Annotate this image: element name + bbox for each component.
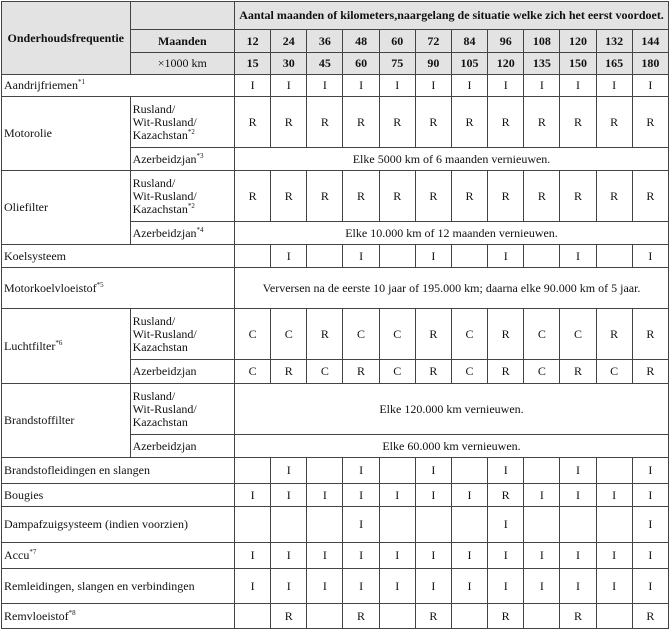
month-header: 132	[596, 30, 632, 53]
item-name: Dampafzuigsysteem (indien voorzien)	[2, 507, 235, 543]
km-header: 15	[235, 53, 271, 75]
interval-cell: I	[560, 543, 596, 569]
table-row	[2, 484, 669, 507]
region-label: Azerbeidzjan$^{*4}$	[130, 222, 234, 245]
km-header: 75	[379, 53, 415, 75]
km-header: 180	[632, 53, 668, 75]
interval-cell: R	[415, 171, 451, 222]
interval-cell	[415, 507, 451, 543]
interval-cell: I	[560, 569, 596, 604]
interval-cell: I	[271, 458, 307, 484]
interval-cell: R	[343, 171, 379, 222]
month-header: 60	[379, 30, 415, 53]
interval-cell: R	[235, 97, 271, 148]
interval-cell: I	[488, 543, 524, 569]
interval-cell: I	[451, 569, 487, 604]
interval-cell: I	[524, 569, 560, 604]
interval-cell: R	[343, 604, 379, 629]
table-row	[2, 75, 669, 97]
interval-cell: I	[235, 569, 271, 604]
interval-cell: I	[596, 543, 632, 569]
interval-note: Elke 120.000 km vernieuwen.	[235, 384, 669, 435]
interval-cell: C	[235, 360, 271, 384]
interval-cell: R	[632, 97, 668, 148]
interval-cell: C	[235, 309, 271, 360]
item-name: Motorkoelvloeistof$^{*5}$	[2, 268, 235, 309]
interval-cell: I	[271, 569, 307, 604]
table-row	[2, 245, 669, 268]
km-header: 135	[524, 53, 560, 75]
month-header: 120	[560, 30, 596, 53]
km-header: 60	[343, 53, 379, 75]
interval-cell: I	[596, 75, 632, 97]
interval-cell: R	[596, 171, 632, 222]
table-header	[2, 2, 669, 75]
interval-cell: R	[307, 309, 343, 360]
interval-cell: R	[560, 604, 596, 629]
interval-cell: I	[271, 245, 307, 268]
interval-cell: I	[524, 75, 560, 97]
table-row	[2, 543, 669, 569]
interval-cell: C	[307, 360, 343, 384]
item-name: Oliefilter	[2, 171, 131, 245]
interval-cell	[235, 604, 271, 629]
table-row	[2, 171, 669, 222]
region-label: Azerbeidzjan$^{*3}$	[130, 148, 234, 171]
interval-cell	[560, 507, 596, 543]
table-row	[2, 309, 669, 360]
interval-cell: R	[524, 97, 560, 148]
interval-cell: R	[235, 171, 271, 222]
interval-cell: I	[451, 543, 487, 569]
table-row	[2, 569, 669, 604]
month-header: 48	[343, 30, 379, 53]
interval-cell: R	[271, 604, 307, 629]
interval-cell: I	[271, 75, 307, 97]
interval-cell: I	[632, 458, 668, 484]
item-name: Luchtfilter$^{*6}$	[2, 309, 131, 384]
table-row	[2, 458, 669, 484]
interval-cell: R	[271, 360, 307, 384]
interval-cell: I	[632, 75, 668, 97]
item-name: Brandstoffilter	[2, 384, 131, 458]
item-name: Bougies	[2, 484, 235, 507]
interval-cell	[524, 604, 560, 629]
interval-cell: I	[415, 569, 451, 604]
footnote-marker: *1	[77, 78, 85, 86]
region-label: Rusland/ Wit-Rusland/ Kazachstan$^{*2}$	[130, 171, 234, 222]
interval-cell: R	[632, 171, 668, 222]
table-row	[2, 507, 669, 543]
interval-cell: I	[343, 458, 379, 484]
interval-cell: R	[560, 360, 596, 384]
interval-note: Elke 5000 km of 6 maanden vernieuwen.	[235, 148, 669, 171]
km-header: 45	[307, 53, 343, 75]
km-header: 30	[271, 53, 307, 75]
interval-cell: R	[451, 171, 487, 222]
maintenance-schedule-table	[1, 1, 669, 629]
item-name: Motorolie	[2, 97, 131, 171]
interval-cell: I	[235, 543, 271, 569]
interval-cell: I	[488, 507, 524, 543]
interval-cell: I	[343, 484, 379, 507]
interval-cell: R	[632, 360, 668, 384]
interval-cell: I	[451, 75, 487, 97]
interval-cell: I	[488, 569, 524, 604]
month-header: 72	[415, 30, 451, 53]
interval-cell: I	[415, 458, 451, 484]
interval-note: Elke 60.000 km vernieuwen.	[235, 435, 669, 458]
table-row	[2, 268, 669, 309]
interval-cell: R	[632, 604, 668, 629]
interval-cell: R	[271, 97, 307, 148]
footnote-marker: *8	[68, 608, 76, 617]
interval-cell: C	[596, 360, 632, 384]
interval-cell: I	[235, 75, 271, 97]
months-label: Maanden	[130, 30, 234, 53]
interval-cell	[524, 458, 560, 484]
km-header: 105	[451, 53, 487, 75]
interval-cell: I	[343, 543, 379, 569]
item-name: Brandstofleidingen en slangen	[2, 458, 235, 484]
interval-cell: R	[415, 309, 451, 360]
interval-cell: R	[307, 97, 343, 148]
interval-cell	[596, 458, 632, 484]
interval-cell: R	[415, 604, 451, 629]
interval-cell: R	[415, 360, 451, 384]
km-label: ×1000 km	[130, 53, 234, 75]
footnote-marker: *2	[187, 127, 195, 136]
interval-cell: I	[560, 245, 596, 268]
interval-cell: R	[379, 97, 415, 148]
month-header: 12	[235, 30, 271, 53]
interval-cell: I	[632, 569, 668, 604]
interval-cell: R	[488, 484, 524, 507]
header-row-title	[2, 2, 669, 30]
month-header: 84	[451, 30, 487, 53]
interval-cell: C	[560, 309, 596, 360]
interval-cell: C	[524, 360, 560, 384]
interval-cell: C	[524, 309, 560, 360]
interval-cell: I	[560, 75, 596, 97]
interval-cell: I	[632, 484, 668, 507]
km-header: 150	[560, 53, 596, 75]
region-label: Rusland/ Wit-Rusland/ Kazachstan	[130, 309, 234, 360]
interval-cell: I	[415, 484, 451, 507]
interval-cell: I	[451, 484, 487, 507]
km-header: 90	[415, 53, 451, 75]
interval-cell: I	[307, 75, 343, 97]
interval-cell: I	[488, 245, 524, 268]
item-name: Remleidingen, slangen en verbindingen	[2, 569, 235, 604]
interval-cell: R	[488, 604, 524, 629]
interval-cell	[451, 245, 487, 268]
interval-note: Elke 10.000 km of 12 maanden vernieuwen.	[235, 222, 669, 245]
region-label: Rusland/ Wit-Rusland/ Kazachstan$^{*2}$	[130, 97, 234, 148]
item-name: Accu$^{*7}$	[2, 543, 235, 569]
interval-cell	[379, 245, 415, 268]
interval-cell: I	[379, 484, 415, 507]
interval-cell: I	[632, 245, 668, 268]
interval-cell: I	[488, 458, 524, 484]
month-header: 36	[307, 30, 343, 53]
item-name: Koelsysteem	[2, 245, 235, 268]
interval-cell: I	[488, 75, 524, 97]
interval-cell: R	[379, 171, 415, 222]
interval-cell	[596, 507, 632, 543]
interval-cell	[379, 604, 415, 629]
table-row	[2, 384, 669, 435]
interval-cell: R	[415, 97, 451, 148]
footnote-marker: *5	[96, 280, 104, 289]
interval-cell	[307, 245, 343, 268]
interval-cell	[451, 604, 487, 629]
region-label: Azerbeidzjan	[130, 360, 234, 384]
header-spacer	[130, 2, 234, 30]
interval-cell: R	[596, 97, 632, 148]
table-row	[2, 97, 669, 148]
interval-cell	[524, 245, 560, 268]
interval-cell	[451, 458, 487, 484]
interval-cell: I	[379, 569, 415, 604]
interval-cell: R	[343, 97, 379, 148]
interval-cell: I	[343, 245, 379, 268]
interval-cell: R	[524, 171, 560, 222]
km-header: 120	[488, 53, 524, 75]
interval-cell: I	[343, 569, 379, 604]
interval-cell: I	[632, 507, 668, 543]
interval-cell	[596, 604, 632, 629]
region-label: Rusland/ Wit-Rusland/ Kazachstan	[130, 384, 234, 435]
km-header: 165	[596, 53, 632, 75]
interval-cell	[379, 507, 415, 543]
interval-cell	[451, 507, 487, 543]
interval-note: Verversen na de eerste 10 jaar of 195.000 km; daarna elke 90.000 km of 5 jaar.	[235, 268, 669, 309]
month-header: 108	[524, 30, 560, 53]
interval-cell: R	[488, 360, 524, 384]
month-header: 24	[271, 30, 307, 53]
interval-cell: R	[596, 309, 632, 360]
interval-cell	[379, 458, 415, 484]
interval-cell: C	[271, 309, 307, 360]
interval-cell: I	[560, 484, 596, 507]
interval-cell: I	[379, 75, 415, 97]
interval-cell: I	[596, 569, 632, 604]
interval-cell	[524, 507, 560, 543]
interval-cell: I	[271, 484, 307, 507]
interval-cell: I	[271, 543, 307, 569]
interval-cell	[307, 604, 343, 629]
month-header: 144	[632, 30, 668, 53]
interval-cell: R	[271, 171, 307, 222]
interval-cell: C	[451, 360, 487, 384]
interval-cell: I	[415, 245, 451, 268]
interval-cell: I	[307, 543, 343, 569]
footnote-marker: *7	[29, 548, 37, 556]
interval-cell	[596, 245, 632, 268]
interval-cell: I	[596, 484, 632, 507]
interval-cell: R	[488, 309, 524, 360]
month-header: 96	[488, 30, 524, 53]
table-body	[2, 75, 669, 629]
footnote-marker: *6	[55, 338, 63, 347]
interval-cell: R	[560, 97, 596, 148]
interval-cell: I	[343, 75, 379, 97]
interval-cell: I	[524, 543, 560, 569]
interval-cell: C	[379, 360, 415, 384]
interval-cell: R	[632, 309, 668, 360]
table-row	[2, 604, 669, 629]
interval-cell: R	[488, 171, 524, 222]
interval-cell: C	[343, 309, 379, 360]
interval-cell: R	[307, 171, 343, 222]
item-name: Aandrijfriemen$^{*1}$	[2, 75, 235, 97]
item-name: Remvloeistof$^{*8}$	[2, 604, 235, 629]
interval-cell: I	[560, 458, 596, 484]
interval-cell: I	[524, 484, 560, 507]
footnote-marker: *3	[196, 151, 204, 160]
interval-cell: R	[451, 97, 487, 148]
interval-cell: I	[415, 75, 451, 97]
interval-cell: R	[488, 97, 524, 148]
interval-cell	[235, 507, 271, 543]
interval-cell: C	[379, 309, 415, 360]
interval-cell: I	[235, 484, 271, 507]
column-header-frequency: Onderhoudsfrequentie	[2, 2, 131, 75]
interval-cell: I	[307, 484, 343, 507]
footnote-marker: *2	[187, 201, 195, 210]
interval-cell: I	[343, 507, 379, 543]
interval-cell	[271, 507, 307, 543]
interval-cell: I	[415, 543, 451, 569]
interval-cell: I	[632, 543, 668, 569]
interval-cell	[235, 245, 271, 268]
interval-cell	[235, 458, 271, 484]
region-label: Azerbeidzjan	[130, 435, 234, 458]
interval-cell: R	[343, 360, 379, 384]
interval-cell: I	[379, 543, 415, 569]
header-title: Aantal maanden of kilometers,naargelang de situatie welke zich het eerst voordoet.	[235, 2, 669, 30]
interval-cell	[307, 458, 343, 484]
interval-cell: R	[560, 171, 596, 222]
interval-cell: C	[451, 309, 487, 360]
footnote-marker: *4	[196, 225, 204, 234]
interval-cell: I	[307, 569, 343, 604]
interval-cell	[307, 507, 343, 543]
